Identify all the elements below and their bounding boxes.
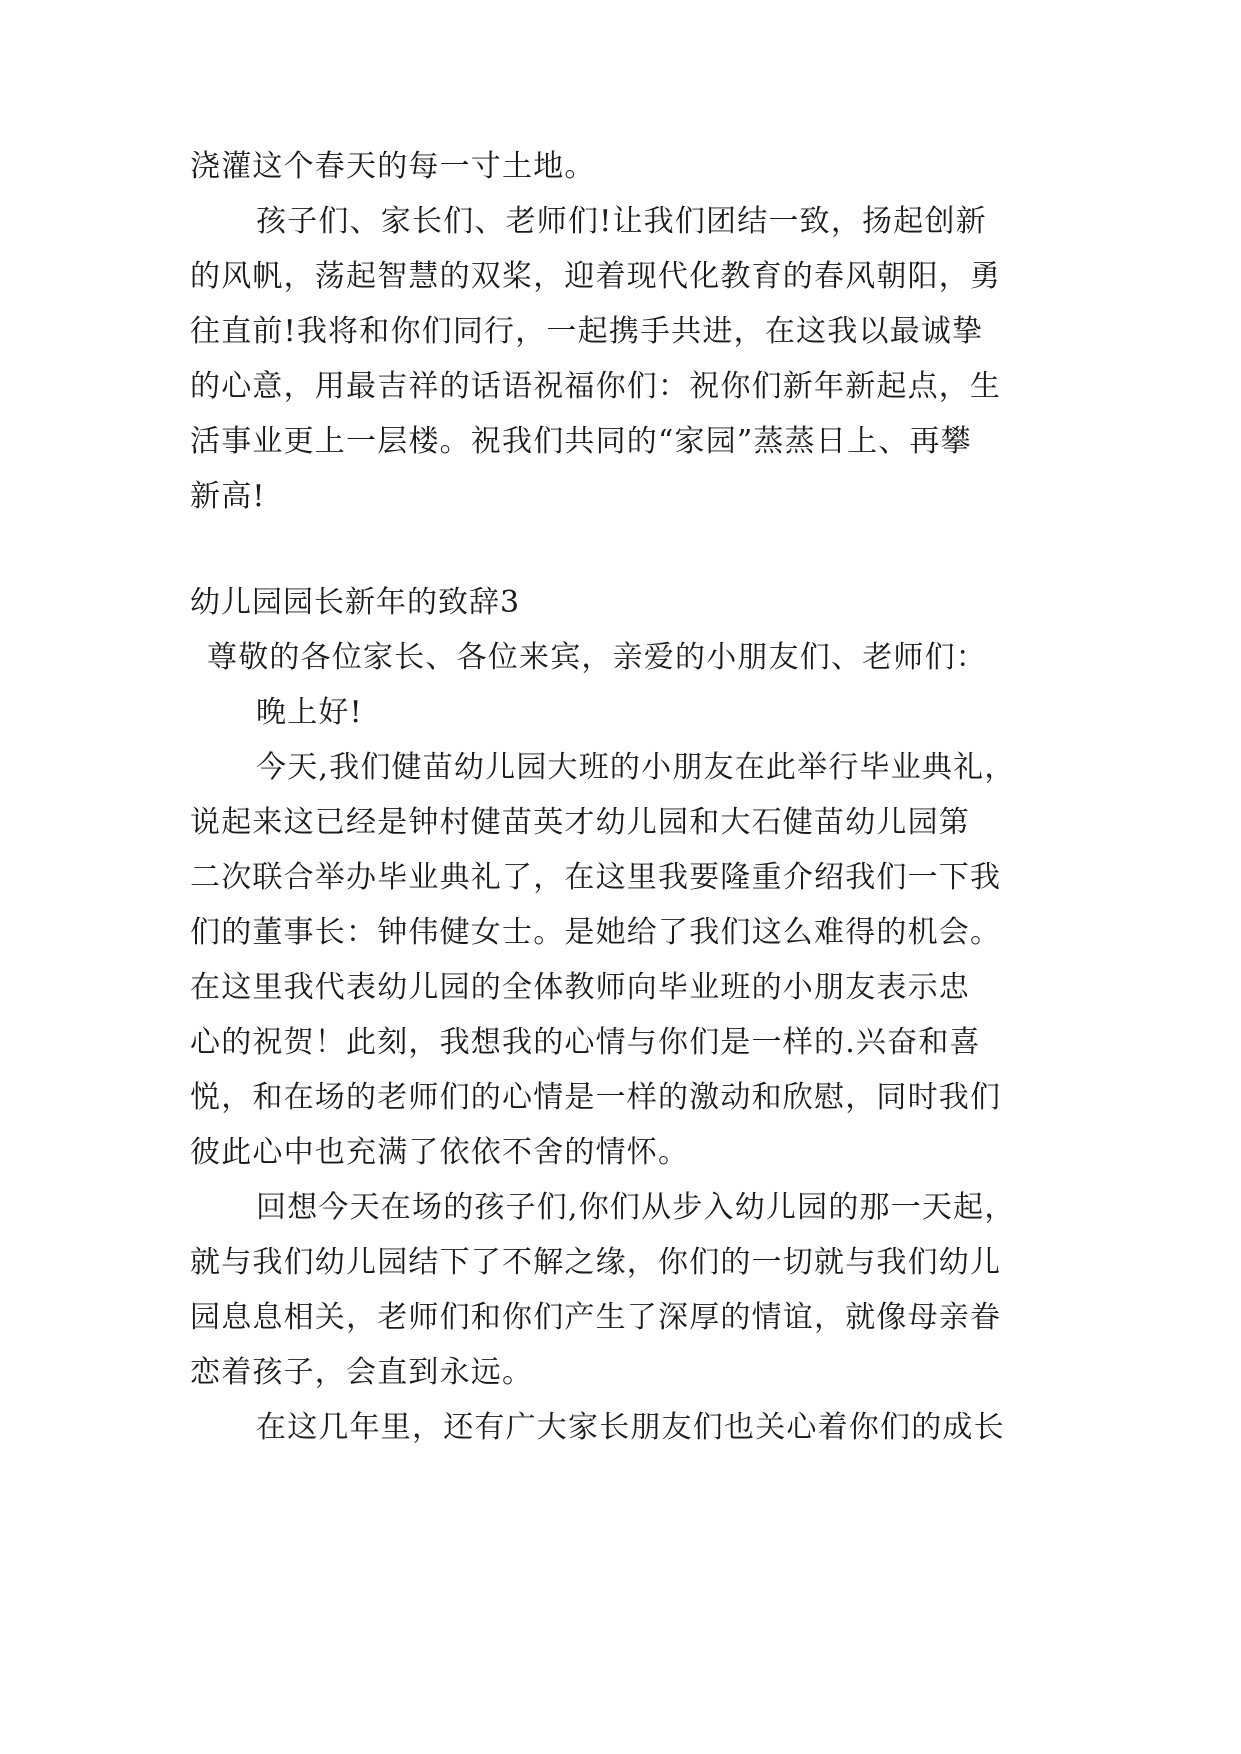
text-line: 悦，和在场的老师们的心情是一样的激动和欣慰，同时我们: [190, 1080, 1002, 1115]
text-line: 二次联合举办毕业典礼了，在这里我要隆重介绍我们一下我: [190, 860, 1002, 895]
text-line: 说起来这已经是钟村健苗英才幼儿园和大石健苗幼儿园第: [190, 805, 970, 840]
text-line: 回想今天在场的孩子们,你们从步入幼儿园的那一天起，: [256, 1190, 1016, 1225]
text-line: 往直前!我将和你们同行，一起携手共进，在这我以最诚挚: [190, 314, 984, 349]
text-line: 就与我们幼儿园结下了不解之缘，你们的一切就与我们幼儿: [190, 1245, 1002, 1280]
text-line: 园息息相关，老师们和你们产生了深厚的情谊，就像母亲眷: [190, 1300, 1002, 1335]
text-line: 的风帆，荡起智慧的双桨，迎着现代化教育的春风朝阳，勇: [190, 259, 1002, 294]
salutation-line: 尊敬的各位家长、各位来宾，亲爱的小朋友们、老师们：: [207, 640, 987, 675]
text-line: 恋着孩子，会直到永远。: [190, 1355, 534, 1390]
text-line: 们的董事长：钟伟健女士。是她给了我们这么难得的机会。: [190, 915, 1002, 950]
text-line: 今天,我们健苗幼儿园大班的小朋友在此举行毕业典礼，: [256, 750, 1016, 785]
greeting-line: 晚上好!: [256, 695, 363, 730]
text-line: 在这里我代表幼儿园的全体教师向毕业班的小朋友表示忠: [190, 970, 970, 1005]
text-line: 在这几年里，还有广大家长朋友们也关心着你们的成长: [256, 1410, 1005, 1445]
text-line: 彼此心中也充满了依依不舍的情怀。: [190, 1135, 690, 1170]
text-line: 浇灌这个春天的每一寸土地。: [190, 149, 596, 184]
text-line: 孩子们、家长们、老师们!让我们团结一致，扬起创新: [256, 204, 987, 239]
section-heading: 幼儿园园长新年的致辞3: [190, 585, 521, 620]
text-line: 的心意，用最吉祥的话语祝福你们：祝你们新年新起点，生: [190, 369, 1002, 404]
text-line: 活事业更上一层楼。祝我们共同的“家园”蒸蒸日上、再攀: [190, 424, 972, 459]
text-line: 心的祝贺！此刻，我想我的心情与你们是一样的.兴奋和喜: [190, 1025, 981, 1060]
text-line: 新高!: [190, 479, 266, 514]
